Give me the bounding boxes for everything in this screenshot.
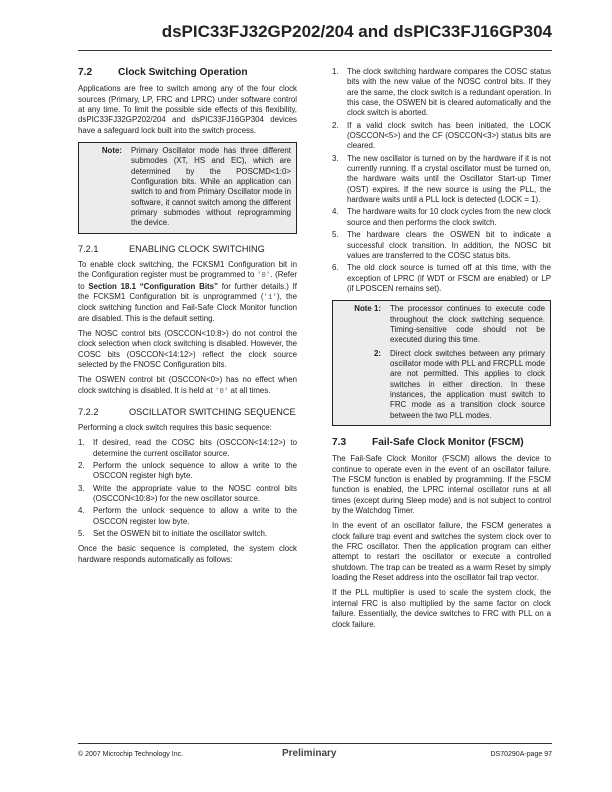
note-text: The processor continues to execute code throughout the clock switching sequence. Timing-sensitive code should not be executed during this time. bbox=[390, 304, 545, 345]
item-text: Write the appropriate value to the NOSC control bits (OSCCON<10:8>) for the new oscillator source. bbox=[93, 483, 297, 503]
item-text: The clock switching hardware compares the COSC status bits with the new value of the NOSC control bits. If they are the same, the clock switch is a redundant operation. In this case, the OSWEN bit is cleared automatically and the clock switch is aborted. bbox=[347, 67, 551, 118]
paragraph: Once the basic sequence is completed, the system clock hardware responds automatically as follows: bbox=[78, 544, 297, 564]
section-link[interactable]: Section 18.1 “Configuration Bits” bbox=[88, 281, 218, 291]
section-number: 7.2 bbox=[78, 67, 93, 78]
paragraph: The Fail-Safe Clock Monitor (FSCM) allows the device to continue to operate even in the event of an oscillator failure. The FSCM function is enabled by programming. If the FSCM function is enabled, the LPRC internal oscillator runs at all times (except during Sleep mode) and is not subject to control by the Watchdog Timer. bbox=[332, 454, 551, 516]
item-text: If a valid clock switch has been initiated, the LOCK (OSCCON<5>) and the CF (OSCCON<3>) status bits are cleared. bbox=[347, 120, 551, 151]
list-item bbox=[332, 207, 551, 228]
list-item bbox=[332, 263, 551, 294]
footer-copyright: © 2007 Microchip Technology Inc. bbox=[78, 751, 184, 758]
item-number: 3. bbox=[332, 153, 339, 163]
section-number: 7.2.2 bbox=[78, 406, 99, 417]
paragraph: If the PLL multiplier is used to scale the system clock, the internal FRC is also multiplied by the same factor on clock failure. Essentially, the device switches to FRC with PLL on a clock failure. bbox=[332, 588, 551, 629]
section-number: 7.3 bbox=[332, 437, 347, 448]
note-label: Note 1: bbox=[354, 304, 381, 314]
footer-rule bbox=[78, 743, 552, 744]
item-text: If desired, read the COSC bits (OSCCON<14:12>) to determine the current oscillator source. bbox=[93, 438, 297, 458]
note-text: Direct clock switches between any primary oscillator mode with PLL and FRCPLL mode are not permitted. This applies to clock switches in either direction. In these instances, the application must switch to FRC mode as a transition clock source between the two PLL modes. bbox=[390, 348, 545, 420]
footer-status: Preliminary bbox=[282, 748, 337, 759]
code-value: '0' bbox=[256, 272, 271, 281]
left-column bbox=[78, 68, 297, 570]
list-item bbox=[332, 154, 551, 206]
paragraph bbox=[78, 260, 297, 324]
code-value: '0' bbox=[214, 387, 229, 396]
item-text: Perform the unlock sequence to allow a write to the OSCCON register low byte. bbox=[93, 506, 297, 526]
section-title: ENABLING CLOCK SWITCHING bbox=[129, 243, 265, 254]
item-text: The old clock source is turned off at this time, with the exception of LPRC (if WDT or FSCM are enabled) or LP (if LPOSCEN remains set). bbox=[347, 263, 551, 293]
text: ), the clock switching function and Fail-Safe Clock Monitor function are disabled. This is the default setting. bbox=[78, 291, 298, 323]
item-number: 3. bbox=[78, 483, 85, 493]
note-label: 2: bbox=[373, 348, 381, 358]
note-label: Note: bbox=[101, 146, 122, 156]
header-rule bbox=[78, 50, 552, 51]
text: To enable clock switching, the FCKSM1 Configuration bit in the Configuration register must be programmed to bbox=[78, 259, 297, 280]
item-number: 5. bbox=[78, 529, 85, 539]
item-number: 1. bbox=[78, 438, 85, 448]
page-header-title: dsPIC33FJ32GP202/204 and dsPIC33FJ16GP304 bbox=[161, 22, 552, 41]
item-number: 4. bbox=[332, 207, 339, 217]
text: . (Refer to bbox=[78, 270, 298, 291]
item-text: Perform the unlock sequence to allow a write to the OSCCON register high byte. bbox=[93, 460, 297, 481]
section-title: Clock Switching Operation bbox=[118, 67, 248, 78]
footer-page-number: DS70290A-page 97 bbox=[490, 751, 552, 758]
item-number: 5. bbox=[332, 230, 339, 240]
paragraph: The NOSC control bits (OSCCON<10:8>) do not control the clock selection when clock switching is disabled. However, the COSC bits (OSCCON<14:12>) reflect the clock source selected by the FNOSC Configuration bits. bbox=[78, 328, 297, 369]
item-text: The hardware waits for 10 clock cycles from the new clock source and then performs the clock switch. bbox=[347, 207, 551, 227]
section-7-3-heading bbox=[332, 438, 551, 448]
paragraph: Performing a clock switch requires this basic sequence: bbox=[78, 422, 272, 432]
section-title: OSCILLATOR SWITCHING SEQUENCE bbox=[129, 406, 296, 417]
hardware-steps bbox=[332, 67, 551, 294]
item-text: The hardware clears the OSWEN bit to indicate a successful clock transition. In addition, the NOSC bit values are transferred to the COSC status bits. bbox=[347, 230, 551, 260]
item-number: 1. bbox=[332, 67, 339, 76]
paragraph: In the event of an oscillator failure, the FSCM generates a clock failure trap event and switches the system clock over to the FRC oscillator. Then the application program can either attempt to restart the oscillator or execute a controlled shutdown. The trap can be treated as a warm Reset by simply loading the Reset address into the oscillator fail trap vector. bbox=[332, 521, 551, 583]
section-7-2-2-heading bbox=[78, 407, 297, 418]
item-text: Set the OSWEN bit to initiate the oscillator switch. bbox=[93, 529, 268, 539]
sequence-steps bbox=[78, 438, 297, 539]
item-number: 2. bbox=[332, 120, 339, 130]
list-item bbox=[78, 484, 297, 505]
list-item bbox=[332, 230, 551, 261]
section-7-2-1-heading bbox=[78, 244, 297, 255]
list-item bbox=[332, 67, 551, 119]
text: The OSWEN control bit (OSCCON<0>) has no effect when clock switching is disabled. It is held at bbox=[78, 375, 297, 395]
list-item bbox=[332, 121, 551, 152]
section-7-2-heading bbox=[78, 68, 297, 78]
list-item bbox=[78, 438, 297, 459]
note-text: Primary Oscillator mode has three different submodes (XT, HS and EC), which are determined by the POSCMD<1:0> Configuration bits. While an application can switch to and from Primary Oscillator mode in software, it cannot switch among the different primary submodes without reprogramming the device. bbox=[131, 146, 291, 228]
code-value: '1' bbox=[263, 293, 277, 302]
note-box bbox=[332, 300, 551, 426]
list-item bbox=[78, 529, 297, 539]
section-title: Fail-Safe Clock Monitor (FSCM) bbox=[372, 437, 524, 448]
paragraph bbox=[78, 375, 297, 397]
section-number: 7.2.1 bbox=[78, 243, 99, 254]
item-text: The new oscillator is turned on by the hardware if it is not currently running. If a crystal oscillator must be turned on, the hardware waits until the Oscillator Start-up Timer (OST) expires. If the new source is using the PLL, the hardware waits until a PLL lock is detected (LOCK = 1). bbox=[347, 153, 551, 205]
list-item bbox=[78, 506, 297, 527]
item-number: 4. bbox=[78, 506, 85, 516]
text: at all times. bbox=[228, 385, 271, 395]
text: for further details.) If the FCKSM1 Configuration bit is unprogrammed ( bbox=[78, 281, 297, 301]
list-item bbox=[78, 461, 297, 482]
paragraph: Applications are free to switch among any of the four clock sources (Primary, LP, FRC and LPRC) under software control at any time. To limit the possible side effects of this flexibility, dsPIC33FJ32GP202/204 and dsPIC33FJ16GP304 devices have a safeguard lock built into the switch process. bbox=[78, 84, 297, 135]
item-number: 6. bbox=[332, 263, 339, 273]
item-number: 2. bbox=[78, 460, 85, 470]
right-column bbox=[332, 67, 551, 635]
note-box bbox=[78, 142, 297, 234]
